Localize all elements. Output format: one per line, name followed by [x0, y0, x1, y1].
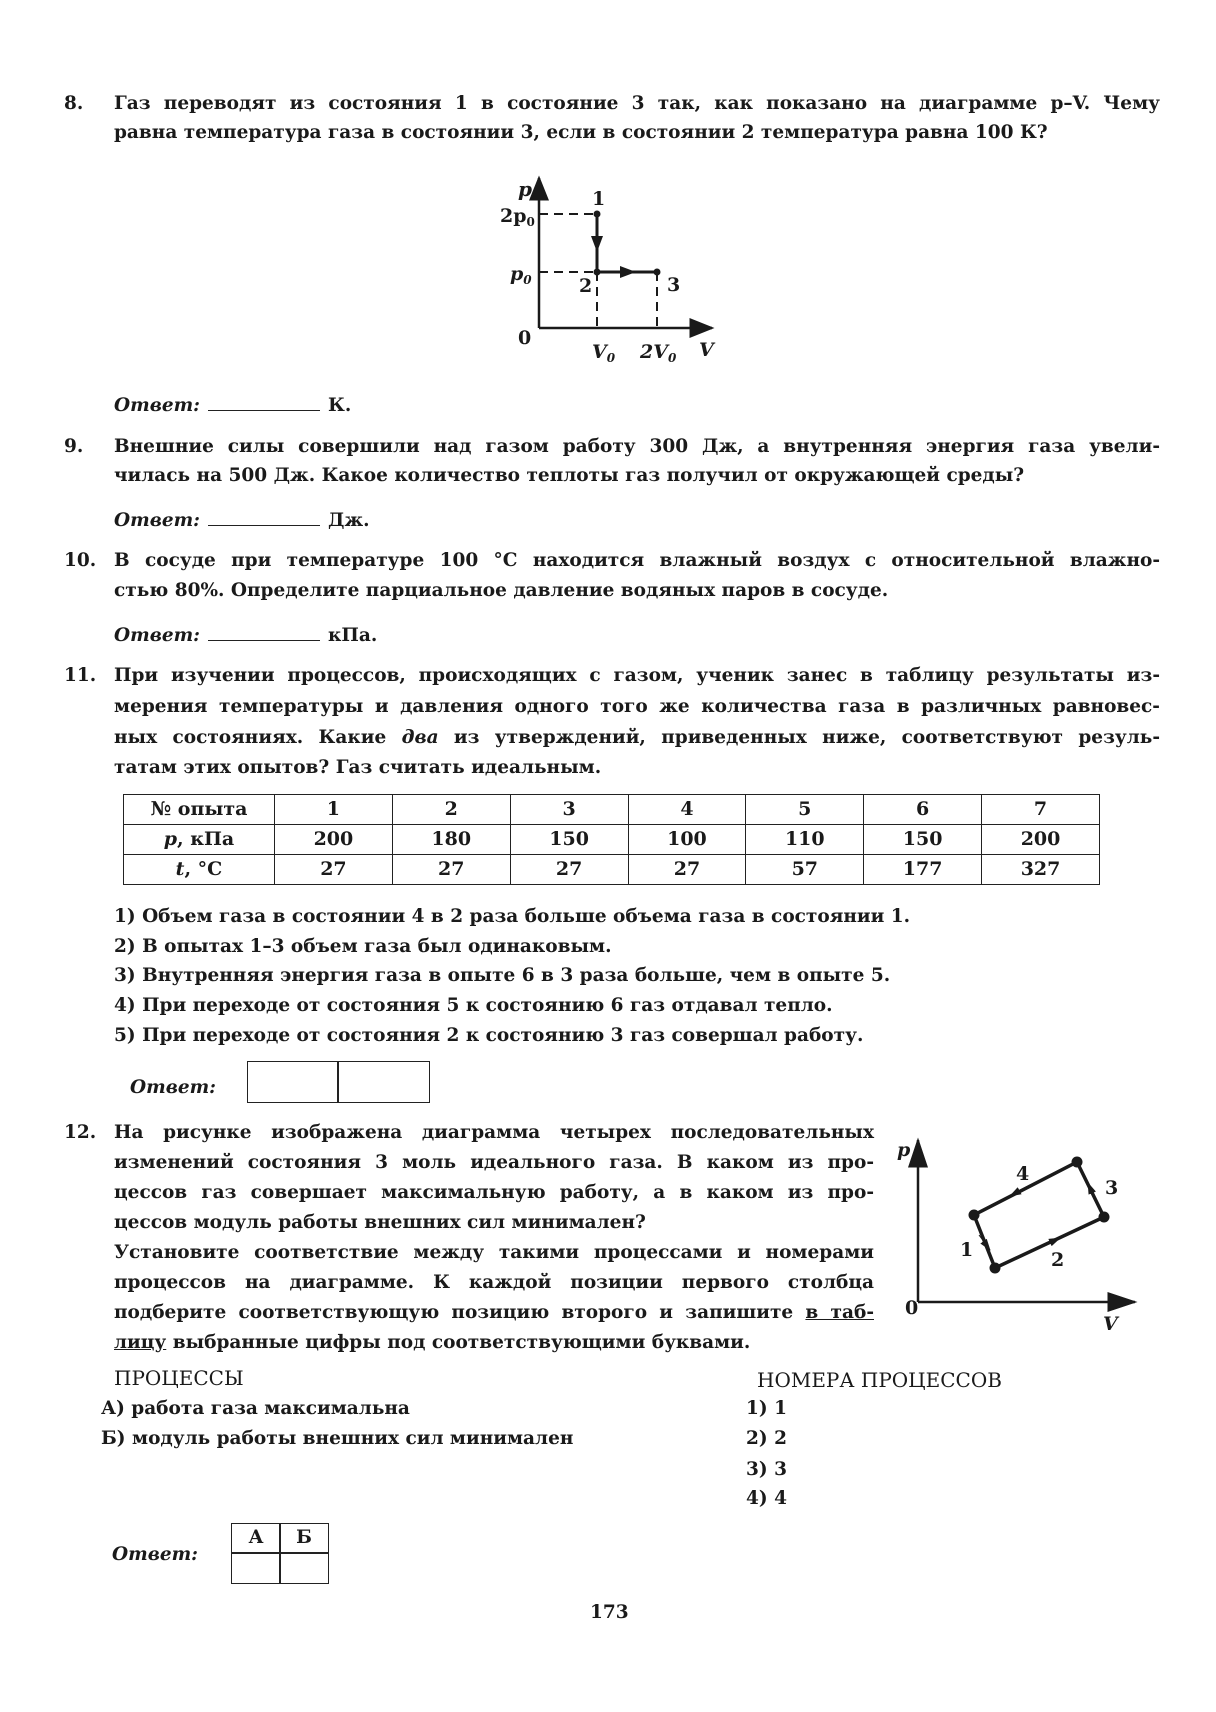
arrow-process-4-icon — [1010, 1185, 1030, 1196]
q11-answer-cell-1[interactable] — [247, 1061, 339, 1103]
point-2 — [594, 269, 601, 276]
q12-text-line6: процессов на диаграмме. К каждой позиции первого столбца — [114, 1272, 874, 1293]
table-header-row: № опыта 1 2 3 4 5 6 7 — [124, 795, 1100, 825]
table-row-pressure: p, кПа 200 180 150 100 110 150 200 — [124, 825, 1100, 855]
q11-results-table — [123, 794, 1100, 885]
q8-pv-diagram — [0, 0, 1216, 400]
q9-answer-field[interactable] — [208, 507, 320, 526]
number-option-4: 4) 4 — [746, 1488, 787, 1509]
q9-answer: Ответ: Дж. — [114, 507, 370, 531]
q10-answer: Ответ: кПа. — [114, 622, 377, 646]
q10-answer-field[interactable] — [208, 622, 320, 641]
q8-answer: Ответ: К. — [114, 392, 351, 416]
tick-p0: $p_0$ — [510, 263, 532, 287]
q9-text-line2: чилась на 500 Дж. Какое количество теплоты газ получил от окружающей среды? — [114, 465, 1025, 486]
q10-text-line2: стью 80%. Определите парциальное давление водяных паров в сосуде. — [114, 580, 889, 601]
numbers-title: НОМЕРА ПРОЦЕССОВ — [757, 1368, 1002, 1392]
q8-number: 8. — [64, 93, 84, 114]
point-3 — [654, 269, 661, 276]
q12-number: 12. — [64, 1122, 97, 1143]
origin-label: 0 — [518, 327, 532, 349]
page-number: 173 — [590, 1602, 629, 1623]
q12-text-line4: цессов модуль работы внешних сил минимален? — [114, 1212, 646, 1233]
process-b: Б) модуль работы внешних сил минимален — [101, 1428, 574, 1449]
q12-text-line2: изменений состояния 3 моль идеального газа. В каком из про- — [114, 1152, 874, 1173]
tick-2v0: $2V_0$ — [640, 341, 677, 365]
answer-cell-b[interactable] — [279, 1553, 329, 1584]
q9-text-line1: Внешние силы совершили над газом работу 300 Дж, а внутренняя энергия газа увели- — [114, 436, 1160, 457]
point-label-3: 3 — [667, 274, 681, 296]
q11-option-5: 5) При переходе от состояния 2 к состоянию 3 газ совершал работу. — [114, 1025, 864, 1046]
point-label-2: 2 — [579, 275, 593, 297]
answer-cell-a[interactable] — [231, 1553, 281, 1584]
point-1 — [594, 211, 601, 218]
tick-2p0: $2p_0$ — [500, 205, 535, 229]
q12-text-line8: лицу выбранные цифры под соответствующими буквами. — [114, 1332, 751, 1353]
q11-text-line1: При изучении процессов, происходящих с газом, ученик занес в таблицу результаты из- — [114, 665, 1160, 686]
answer-header-a: А — [231, 1523, 281, 1553]
arrow-process-3-icon — [1088, 1183, 1096, 1202]
q11-text-line4: татам этих опытов? Газ считать идеальным. — [114, 757, 602, 778]
number-option-3: 3) 3 — [746, 1459, 787, 1480]
q11-option-2: 2) В опытах 1–3 объем газа был одинаковым. — [114, 936, 612, 957]
q11-text-line2: мерения температуры и давления одного того же количества газа в различных равновес- — [114, 696, 1160, 717]
q11-number: 11. — [64, 665, 97, 686]
q12-text-line3: цессов газ совершает максимальную работу, а в каком из про- — [114, 1182, 874, 1203]
number-option-2: 2) 2 — [746, 1428, 787, 1449]
arrow-down-icon — [591, 236, 603, 252]
process-label-4: 4 — [1016, 1163, 1030, 1185]
tick-v0: $V_0$ — [592, 341, 616, 365]
origin-label: 0 — [905, 1297, 919, 1319]
point-label-1: 1 — [592, 188, 606, 210]
q11-option-4: 4) При переходе от состояния 5 к состоянию 6 газ отдавал тепло. — [114, 995, 833, 1016]
axis-label-v: V — [1103, 1313, 1118, 1335]
q12-text-line1: На рисунке изображена диаграмма четырех последовательных — [114, 1122, 874, 1143]
processes-title: ПРОЦЕССЫ — [114, 1366, 244, 1390]
process-label-2: 2 — [1051, 1249, 1065, 1271]
q8-answer-field[interactable] — [208, 392, 320, 411]
q11-option-3: 3) Внутренняя энергия газа в опыте 6 в 3 раза больше, чем в опыте 5. — [114, 965, 891, 986]
q12-pv-cycle-diagram — [0, 1100, 1216, 1340]
axis-label-v: V — [699, 339, 714, 361]
q11-text-line3: ных состояниях. Какие два из утверждений, приведенных ниже, соответствуют резуль- — [114, 727, 1160, 748]
q11-answer-cell-2[interactable] — [337, 1061, 430, 1103]
process-label-3: 3 — [1105, 1177, 1119, 1199]
arrow-right-icon — [620, 266, 636, 278]
q11-option-1: 1) Объем газа в состоянии 4 в 2 раза больше объема газа в состоянии 1. — [114, 906, 911, 927]
q11-answer-label: Ответ: — [130, 1077, 217, 1098]
process-a: А) работа газа максимальна — [101, 1398, 410, 1419]
process-label-1: 1 — [960, 1239, 974, 1261]
q9-number: 9. — [64, 436, 84, 457]
cycle-path — [974, 1162, 1104, 1268]
answer-header-b: Б — [279, 1523, 329, 1553]
q8-text-line1: Газ переводят из состояния 1 в состояние 3 так, как показано на диаграмме p–V. Чему — [114, 93, 1160, 114]
q12-text-line5: Установите соответствие между такими процессами и номерами — [114, 1242, 874, 1263]
q12-answer-label: Ответ: — [112, 1544, 199, 1565]
axis-label-p: p — [518, 177, 532, 201]
q10-number: 10. — [64, 550, 97, 571]
arrow-process-2-icon — [1040, 1238, 1060, 1247]
axis-label-p: p — [897, 1139, 911, 1161]
number-option-1: 1) 1 — [746, 1398, 787, 1419]
q10-text-line1: В сосуде при температуре 100 °С находится влажный воздух с относительной влажно- — [114, 550, 1160, 571]
q12-text-line7: подберите соответствующую позицию второго и запишите в таб- — [114, 1302, 874, 1323]
table-row-temperature: t, °С 27 27 27 27 57 177 327 — [124, 855, 1100, 885]
q8-text-line2: равна температура газа в состоянии 3, если в состоянии 2 температура равна 100 К? — [114, 122, 1048, 143]
